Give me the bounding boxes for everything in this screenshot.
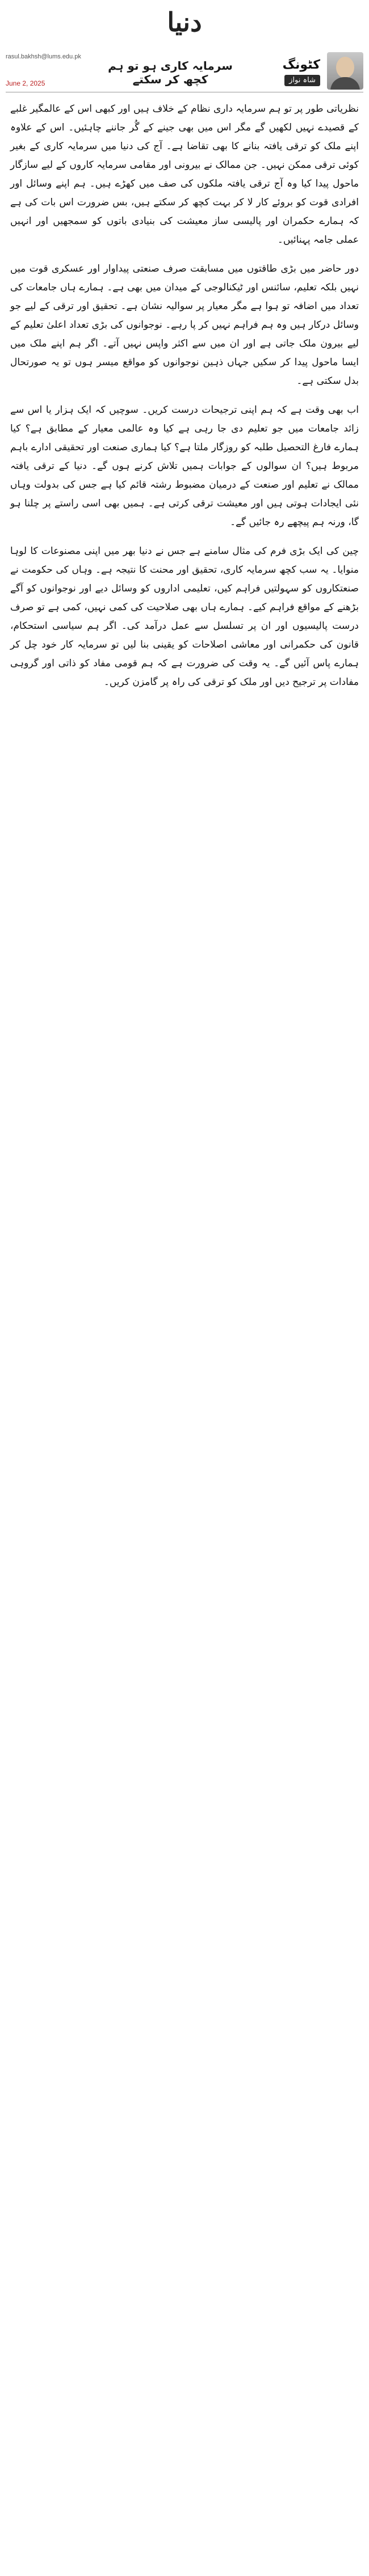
author-name-badge: شاہ نواز bbox=[284, 75, 320, 86]
article-headline: سرمایہ کاری ہو تو ہم کچھ کر سکتے bbox=[108, 59, 233, 86]
article-paragraph: نظریاتی طور پر تو ہم سرمایہ داری نظام کے خلاف ہیں اور کبھی اس کے عالمگیر غلبے کے قصیدے نہیں لکھیں گے مگر اس میں بھی جینے کے گُر جاننے چاہئیں۔ اس کے علاوہ اپنے ملک کو ترقی یافتہ بنانے کا بھی تقاضا ہے۔ آج کی دنیا میں سرمایہ کاری کے بغیر کوئی ترقی ممکن نہیں۔ جن ممالک نے بیرونی اور مقامی سرمایہ کاروں کے لیے سازگار ماحول پیدا کیا وہ آج ترقی یافتہ ملکوں کی صف میں کھڑے ہیں۔ ہم اپنے وسائل اور افرادی قوت کو بروئے کار لا کر بہت کچھ کر سکتے ہیں، بس ضرورت اس بات کی ہے کہ ہمارے حکمران اور پالیسی ساز معیشت کی بنیادی باتوں کو سمجھیں اور انہیں عملی جامہ پہنائیں۔ bbox=[10, 103, 359, 246]
article-paragraph: دور حاضر میں بڑی طاقتوں میں مسابقت صرف صنعتی پیداوار اور عسکری قوت میں نہیں بلکہ تعلیم، سائنس اور ٹیکنالوجی کے میدان میں بھی ہے۔ ہمارے ہاں جامعات کی تعداد میں اضافہ تو ہوا ہے مگر معیار پر سوالیہ نشان ہے۔ تحقیق اور ترقی کے لیے جو وسائل درکار ہیں وہ ہم فراہم نہیں کر پا رہے۔ نوجوانوں کی بڑی تعداد اعلیٰ تعلیم کے لیے بیرون ملک جاتی ہے اور ان میں سے اکثر واپس نہیں آتے۔ اگر ہم اپنے ملک میں ایسا ماحول پیدا کر سکیں جہاں ذہین نوجوانوں کو مواقع میسر ہوں تو یہ صورتحال بدل سکتی ہے۔ bbox=[10, 263, 359, 387]
newspaper-logo[interactable] bbox=[139, 3, 230, 49]
author-email[interactable]: rasul.bakhsh@lums.edu.pk bbox=[6, 53, 81, 60]
column-header bbox=[6, 52, 363, 90]
author-body bbox=[330, 77, 360, 90]
column-name: کٹونگ bbox=[282, 58, 320, 72]
publish-date: June 2, 2025 bbox=[6, 79, 45, 87]
author-face bbox=[336, 57, 354, 78]
article-paragraph: چین کی ایک بڑی فرم کی مثال سامنے ہے جس نے دنیا بھر میں اپنی مصنوعات کا لوہا منوایا۔ یہ سب کچھ سرمایہ کاری، تحقیق اور محنت کا نتیجہ ہے۔ وہاں کی حکومت نے صنعتکاروں کو سہولتیں فراہم کیں، تعلیمی اداروں کو وسائل دیے اور نوجوانوں کو آگے بڑھنے کے مواقع فراہم کیے۔ ہمارے ہاں بھی صلاحیت کی کمی نہیں، کمی ہے تو صرف درست پالیسیوں اور ان پر تسلسل سے عمل درآمد کی۔ اگر ہم سیاسی استحکام، قانون کی حکمرانی اور معاشی اصلاحات کو یقینی بنا لیں تو سرمایہ کار خود چل کر ہمارے پاس آئیں گے۔ یہ وقت کی ضرورت ہے کہ ہم قومی مفاد کو ذاتی اور گروہی مفادات پر ترجیح دیں اور ملک کو ترقی کی راہ پر گامزن کریں۔ bbox=[10, 545, 359, 688]
author-photo bbox=[327, 52, 363, 90]
article-body bbox=[10, 100, 359, 702]
logo-text: دنیا bbox=[167, 7, 202, 37]
article-paragraph: اب بھی وقت ہے کہ ہم اپنی ترجیحات درست کریں۔ سوچیں کہ ایک ہزار یا اس سے زائد جامعات میں جو تعلیم دی جا رہی ہے کیا وہ عالمی معیار کے مطابق ہے؟ کیا ہمارے فارغ التحصیل طلبہ کو روزگار ملتا ہے؟ کیا ہماری صنعت اور تحقیقی ادارے باہم مربوط ہیں؟ ان سوالوں کے جوابات ہمیں تلاش کرنے ہوں گے۔ دنیا کے ترقی یافتہ ممالک نے تعلیم اور صنعت کے درمیان مضبوط رشتہ قائم کیا ہے جس کی بدولت وہاں نئی ایجادات ہوتی ہیں اور معیشت ترقی کرتی ہے۔ ہمیں بھی اسی راستے پر چلنا ہو گا، ورنہ ہم پیچھے رہ جائیں گے۔ bbox=[10, 404, 359, 528]
